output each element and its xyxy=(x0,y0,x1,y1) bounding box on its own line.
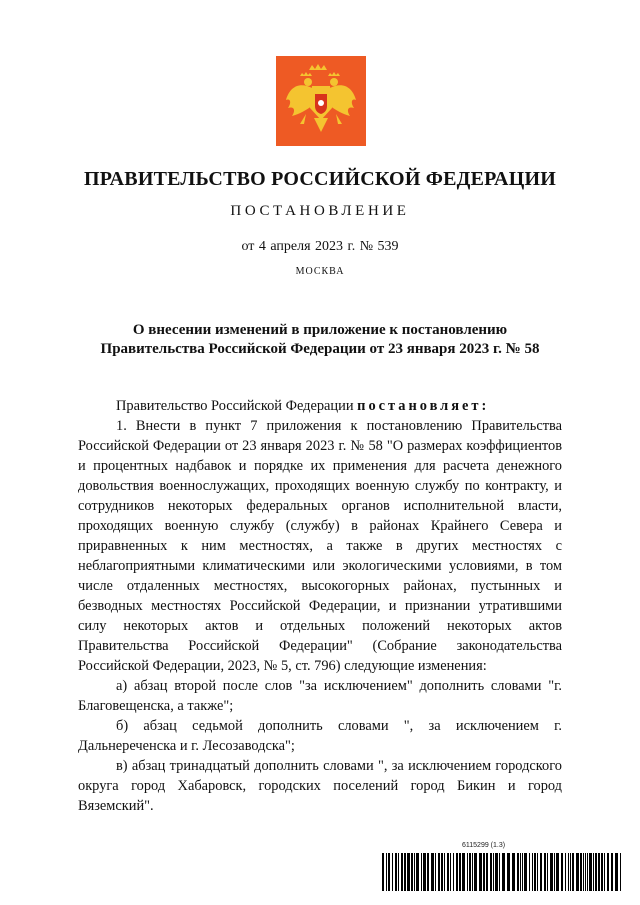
preamble-text: Правительство Российской Федерации xyxy=(116,398,354,414)
subject-line-1: О внесении изменений в приложение к постановлению xyxy=(132,322,508,338)
decree-word: постановляет: xyxy=(357,398,490,414)
item-v: в) абзац тринадцатый дополнить словами ", за исключением городского округа город Хабаровск, городских поселений город Бикин и город Вяземский". xyxy=(78,758,562,814)
barcode-icon xyxy=(382,853,624,891)
government-title: ПРАВИТЕЛЬСТВО РОССИЙСКОЙ ФЕДЕРАЦИИ xyxy=(84,168,556,190)
item-a: а) абзац второй после слов "за исключением" дополнить словами "г. Благовещенска, а также"; xyxy=(78,678,562,714)
city-name: МОСКВА xyxy=(295,266,345,277)
russian-coat-of-arms-icon xyxy=(276,56,366,146)
item-b: б) абзац седьмой дополнить словами ", за исключением г. Дальнереченска и г. Лесозаводска"; xyxy=(78,718,562,754)
document-type: ПОСТАНОВЛЕНИЕ xyxy=(230,203,410,219)
preamble-paragraph xyxy=(78,396,562,416)
decree-body xyxy=(78,396,562,816)
subject-line-2: Правительства Российской Федерации от 23 января 2023 г. № 58 xyxy=(100,341,540,357)
document-code: 6115299 (1.3) xyxy=(462,842,506,849)
date-and-number: от 4 апреля 2023 г. № 539 xyxy=(241,239,399,254)
paragraph-1: 1. Внести в пункт 7 приложения к постановлению Правительства Российской Федерации от 23 января 2023 г. № 58 "О размерах коэффициентов и процентных надбавок и порядке их применения для расчета денежного довольствия военнослужащих, проходящих военную службу по контракту, и сотрудников некоторых федеральных органов исполнительной власти, проходящих военную службу (службу) в районах Крайнего Севера и приравненных к ним местностях, а также в других местностях с неблагоприятными климатическими или экологическими условиями, в том числе отдаленных местностях, высокогорных районах, пустынных и безводных местностях Российской Федерации, и признании утратившими силу некоторых актов и отдельных положений некоторых актов Правительства Российской Федерации" (Собрание законодательства Российской Федерации, 2023, № 5, ст. 796) следующие изменения: xyxy=(78,418,562,674)
decree-subject xyxy=(60,321,580,359)
